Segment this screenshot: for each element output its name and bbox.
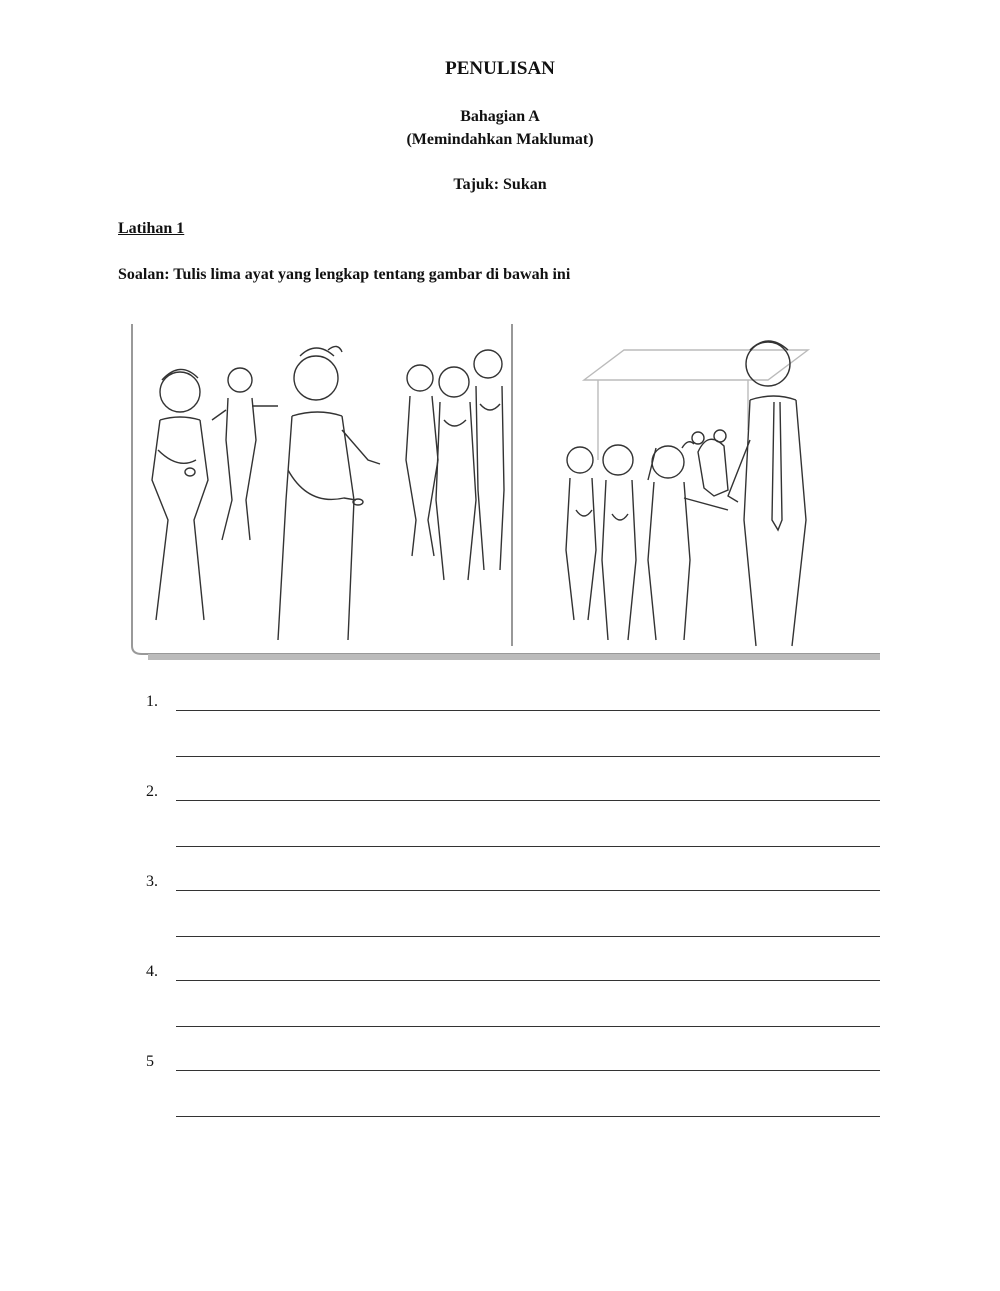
answer-line[interactable] [176, 936, 880, 937]
answer-line[interactable] [176, 846, 880, 847]
answer-line[interactable] [176, 1116, 880, 1117]
page-title: PENULISAN [445, 58, 555, 79]
answer-line[interactable] [176, 890, 880, 891]
answer-number: 1. [146, 693, 158, 710]
spoon-race-panel [152, 346, 504, 640]
answer-line[interactable] [176, 1026, 880, 1027]
answer-line[interactable] [176, 756, 880, 757]
prize-giving-panel [566, 341, 808, 646]
answer-line[interactable] [176, 980, 880, 981]
section-subheading: (Memindahkan Maklumat) [406, 131, 594, 148]
answer-line[interactable] [176, 710, 880, 711]
answer-line[interactable] [176, 1070, 880, 1071]
answer-line[interactable] [176, 800, 880, 801]
answer-number: 2. [146, 783, 158, 800]
question-text: Soalan: Tulis lima ayat yang lengkap tentang gambar di bawah ini [118, 266, 571, 283]
exercise-label: Latihan 1 [118, 220, 185, 237]
sports-illustration [128, 320, 880, 660]
answer-number: 4. [146, 963, 158, 980]
answer-number: 3. [146, 873, 158, 890]
section-heading: Bahagian A [460, 108, 540, 125]
answer-number: 5 [146, 1053, 154, 1070]
topic-heading: Tajuk: Sukan [453, 176, 547, 193]
